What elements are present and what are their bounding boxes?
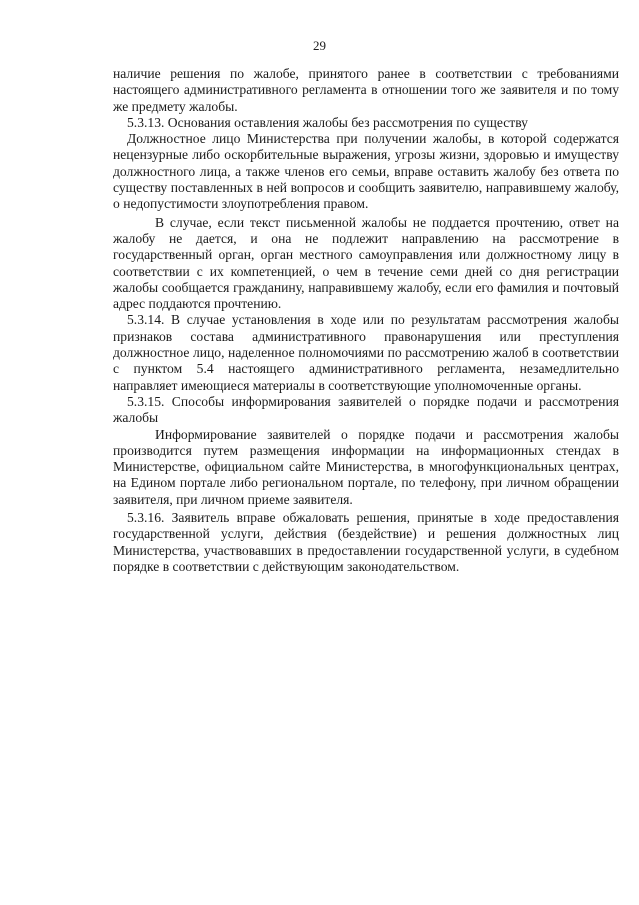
paragraph-unreadable-complaint: В случае, если текст письменной жалобы не поддается прочтению, ответ на жалобу не дается, и она не подлежит направлению на рассмотрение в государственный орган, орган местного самоуправления или должностному лицу в соответствии с их компетенцией, о чем в течение семи дней со дня регистрации жалобы сообщается гражданину, направившему жалобу, если его фамилия и почтовый адрес поддаются прочтению.: [113, 214, 619, 312]
document-body: [113, 66, 619, 575]
paragraph-obscene-complaint: Должностное лицо Министерства при получении жалобы, в которой содержатся нецензурные либо оскорбительные выражения, угрозы жизни, здоровью и имуществу должностного лица, а также членов его семьи, вправе оставить жалобу без ответа по существу поставленных в ней вопросов и сообщить заявителю, направившему жалобу, о недопустимости злоупотребления правом.: [113, 131, 619, 212]
section-heading-5-3-13: 5.3.13. Основания оставления жалобы без рассмотрения по существу: [127, 114, 528, 130]
section-5-3-16: 5.3.16. Заявитель вправе обжаловать решения, принятые в ходе предоставления государственной услуги, действия (бездействие) и решения должностных лиц Министерства, участвовавших в предоставлении государственной услуги, в судебном порядке в соответствии с действующим законодательством.: [113, 510, 619, 574]
section-heading-5-3-15: 5.3.15. Способы информирования заявителей о порядке подачи и рассмотрения жалобы: [113, 393, 619, 426]
page-number: 29: [313, 38, 326, 53]
paragraph-continuation: наличие решения по жалобе, принятого ранее в соответствии с требованиями настоящего административного регламента в отношении того же заявителя и по тому же предмету жалобы.: [113, 66, 619, 114]
section-5-3-14: 5.3.14. В случае установления в ходе или по результатам рассмотрения жалобы признаков состава административного правонарушения или преступления должностное лицо, наделенное полномочиями по рассмотрению жалоб в соответствии с пунктом 5.4 настоящего административного регламента, незамедлительно направляет имеющиеся материалы в соответствующие уполномоченные органы.: [113, 312, 619, 393]
paragraph-informing-applicants: Информирование заявителей о порядке подачи и рассмотрения жалобы производится путем размещения информации на информационных стендах в Министерстве, официальном сайте Министерства, в многофункциональных центрах, на Едином портале либо региональном портале, по телефону, при личном обращении заявителя, при личном приеме заявителя.: [113, 426, 619, 507]
